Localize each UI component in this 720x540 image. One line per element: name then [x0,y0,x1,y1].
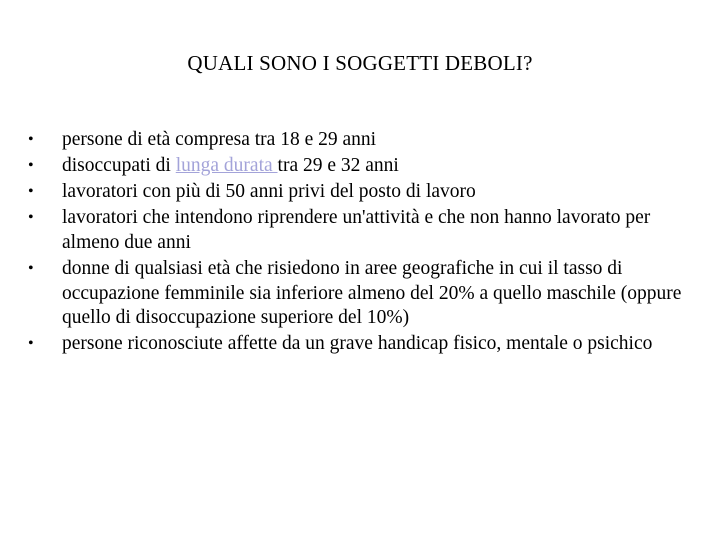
bullet-icon: • [28,131,34,148]
list-item [28,206,698,255]
list-item [28,180,698,205]
list-item-text-after: tra 29 e 32 anni [277,155,399,177]
list-item-text: disoccupati di [62,155,176,177]
slide-title: QUALI SONO I SOGGETTI DEBOLI? [187,51,533,75]
list-item [28,154,698,179]
bullet-icon: • [28,335,34,353]
list-item-text: lavoratori che intendono riprendere un'attività e che non hanno lavorato per almeno due anni [62,207,651,253]
bullet-icon: • [28,259,34,277]
bullet-icon: • [28,209,34,227]
list-item [28,128,698,153]
lunga-durata-link[interactable]: lunga durata [175,155,278,177]
bullet-icon: • [28,157,34,175]
list-item [28,257,698,331]
list-item-text: persone di età compresa tra 18 e 29 anni [62,129,377,150]
list-item-text: lavoratori con più di 50 anni privi del posto di lavoro [62,181,476,203]
list-item [28,332,698,357]
list-item-text: persone riconosciute affette da un grave handicap fisico, mentale o psichico [62,333,653,355]
list-item-text: donne di qualsiasi età che risiedono in aree geografiche in cui il tasso di occupazione femminile sia inferiore almeno del 20% a quello maschile (oppure quello di disoccupazione superiore del 10%) [62,257,682,329]
bullet-icon: • [28,183,34,201]
bullet-list [28,128,698,358]
